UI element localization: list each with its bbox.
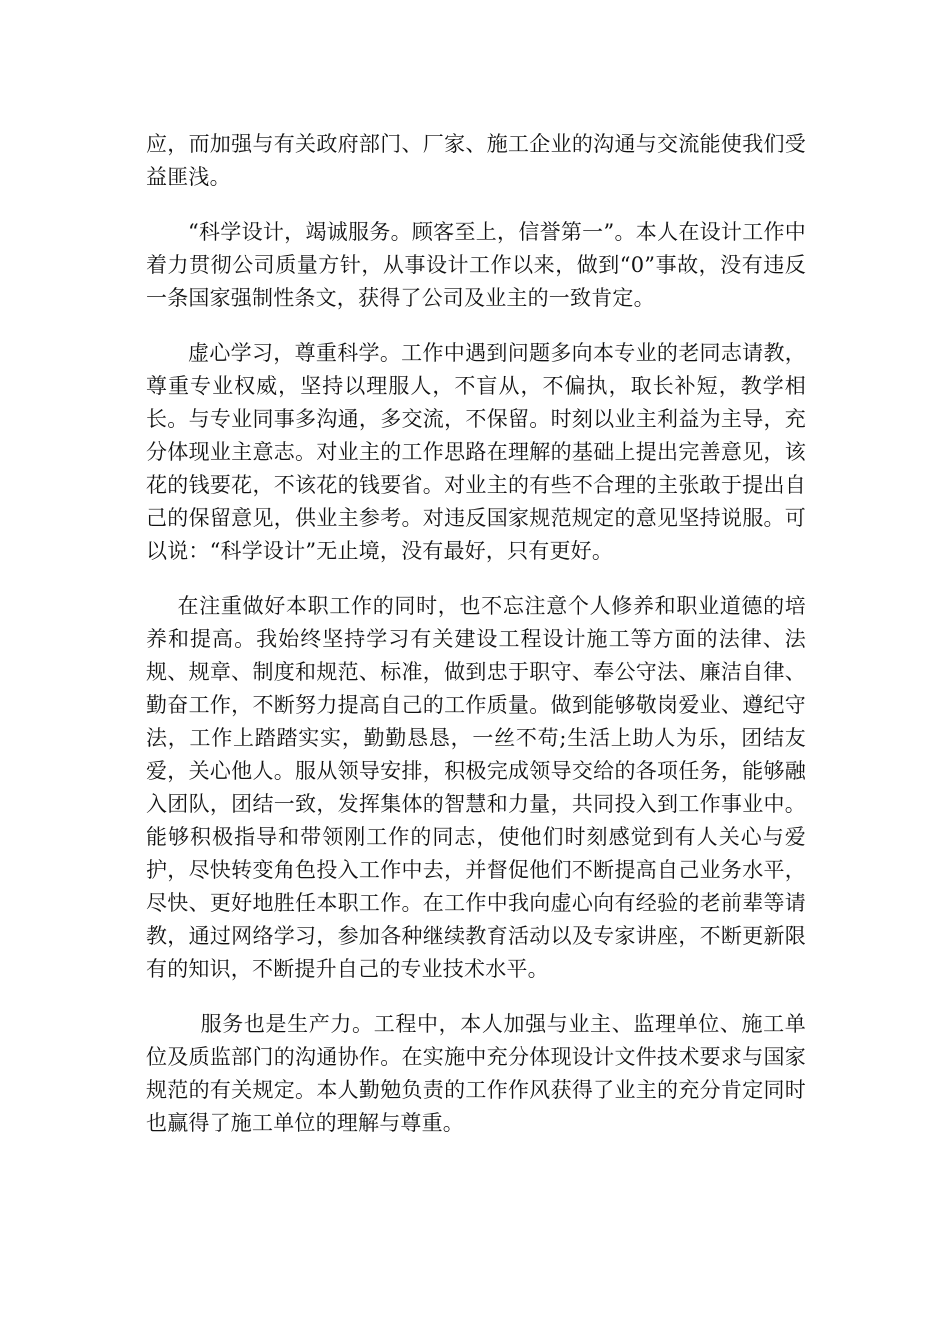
paragraph-2: “科学设计，竭诚服务。顾客至上，信誉第一”。本人在设计工作中着力贯彻公司质量方针，从事设计工作以来，做到“0”事故，没有违反一条国家强制性条文，获得了公司及业主的一致肯定。 [146, 220, 806, 310]
document-body [146, 128, 806, 1162]
paragraph-5: 服务也是生产力。工程中，本人加强与业主、监理单位、施工单位及质监部门的沟通协作。在实施中充分体现设计文件技术要求与国家规范的有关规定。本人勤勉负责的工作作风获得了业主的充分肯定同时也赢得了施工单位的理解与尊重。 [146, 1012, 806, 1135]
paragraph-3: 虚心学习，尊重科学。工作中遇到问题多向本专业的老同志请教，尊重专业权威，坚持以理服人，不盲从，不偏执，取长补短，教学相长。与专业同事多沟通，多交流，不保留。时刻以业主利益为主导，充分体现业主意志。对业主的工作思路在理解的基础上提出完善意见，该花的钱要花，不该花的钱要省。对业主的有些不合理的主张敢于提出自己的保留意见，供业主参考。对违反国家规范规定的意见坚持说服。可以说：“科学设计”无止境，没有最好，只有更好。 [146, 341, 806, 563]
paragraph-4: 在注重做好本职工作的同时，也不忘注意个人修养和职业道德的培养和提高。我始终坚持学习有关建设工程设计施工等方面的法律、法规、规章、制度和规范、标准，做到忠于职守、奉公守法、廉洁自律、勤奋工作，不断努力提高自己的工作质量。做到能够敬岗爱业、遵纪守法，工作上踏踏实实，勤勤恳恳，一丝不苟;生活上助人为乐，团结友爱，关心他人。服从领导安排，积极完成领导交给的各项任务，能够融入团队，团结一致，发挥集体的智慧和力量，共同投入到工作事业中。能够积极指导和带领刚工作的同志，使他们时刻感觉到有人关心与爱护，尽快转变角色投入工作中去，并督促他们不断提高自己业务水平，尽快、更好地胜任本职工作。在工作中我向虚心向有经验的老前辈等请教，通过网络学习，参加各种继续教育活动以及专家讲座，不断更新限有的知识，不断提升自己的专业技术水平。 [146, 594, 806, 981]
paragraph-1: 应，而加强与有关政府部门、厂家、施工企业的沟通与交流能使我们受益匪浅。 [146, 132, 806, 189]
